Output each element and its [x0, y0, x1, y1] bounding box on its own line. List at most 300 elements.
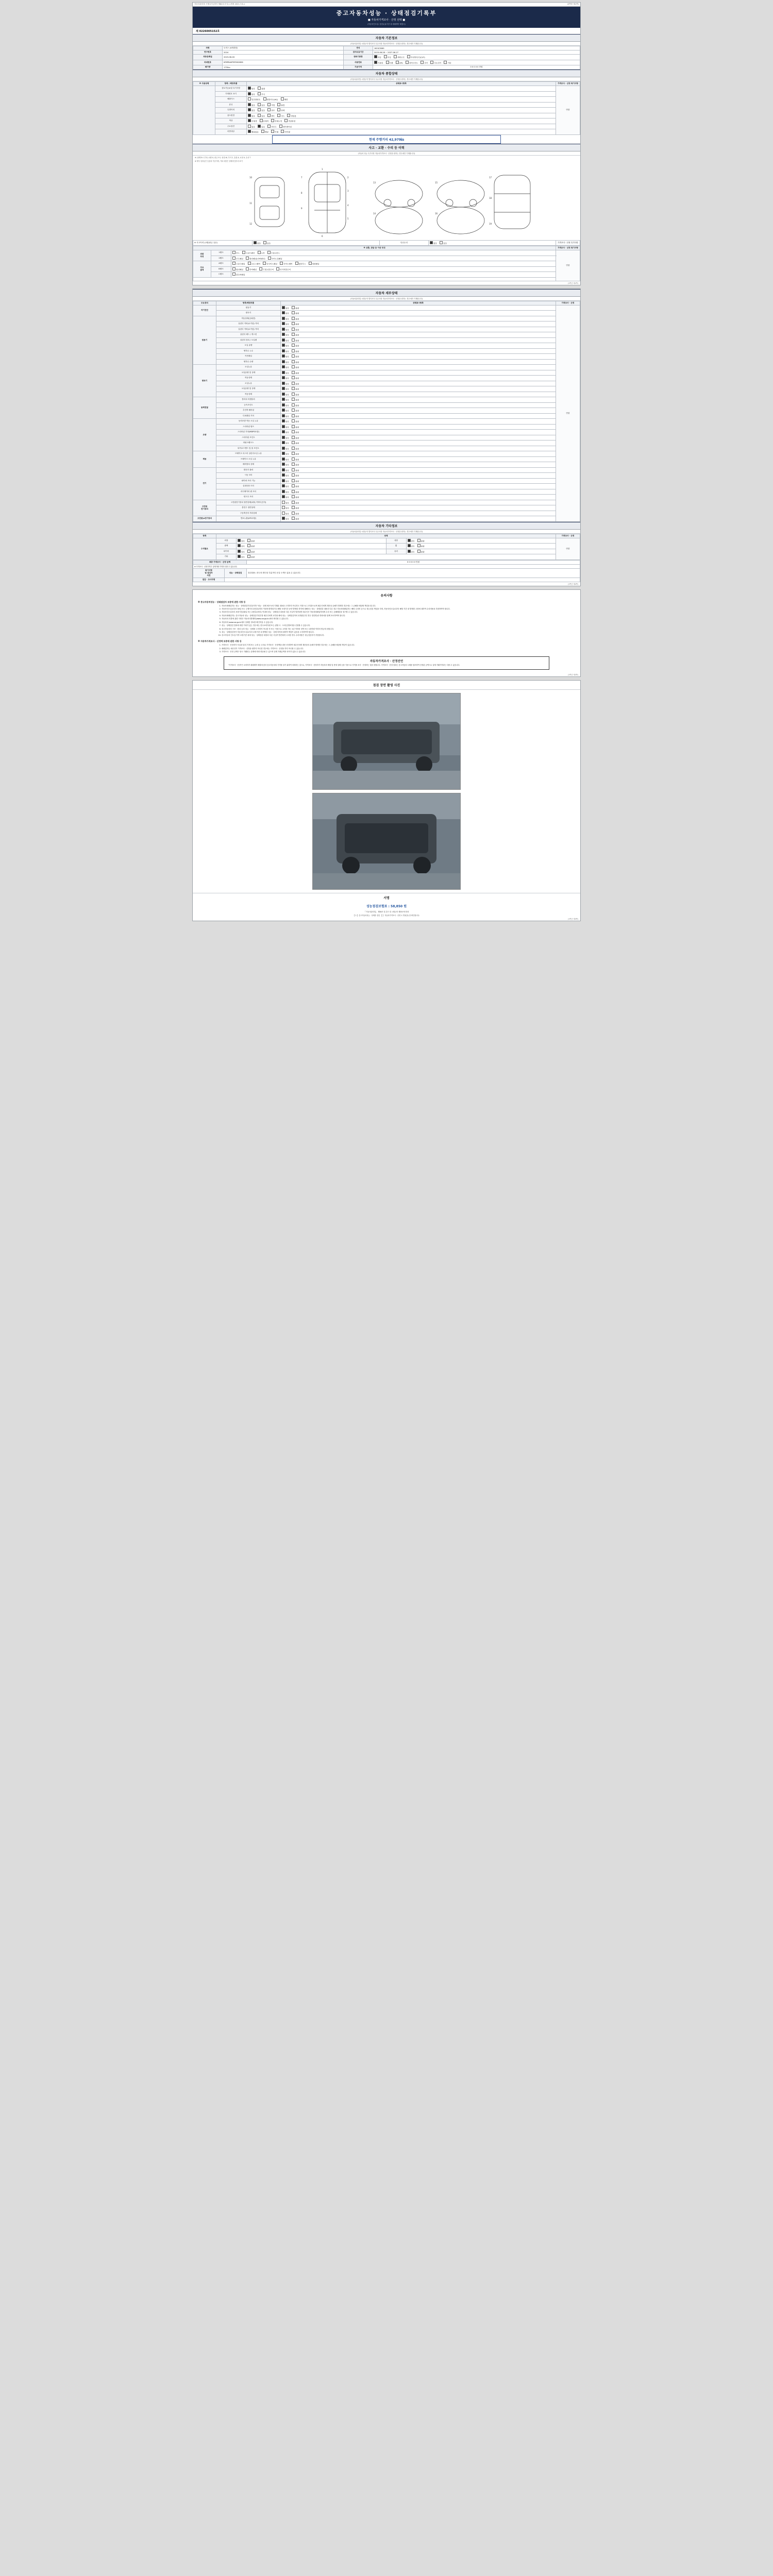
- opt-frontfender[interactable]: 프론트펜더: [242, 251, 255, 255]
- svg-text:6: 6: [322, 234, 323, 238]
- chk-tr5-bad[interactable]: 불량: [292, 393, 299, 397]
- state-pt-2: [281, 408, 556, 414]
- final-price-value: 0 0 0 0 0 만원: [247, 560, 580, 564]
- opt-6-fullpaint[interactable]: 전체도색: [271, 119, 282, 123]
- grp-brake: 제동: [193, 451, 216, 468]
- chk-eng8-good[interactable]: 양호: [282, 360, 289, 364]
- opt-0-bad[interactable]: 불량: [258, 87, 265, 91]
- chk-eng1-good[interactable]: 양호: [282, 322, 289, 326]
- chk-pt1-bad[interactable]: 불량: [292, 403, 299, 408]
- opt-7-none[interactable]: 없음: [248, 125, 255, 129]
- chk-eng6-good[interactable]: 양호: [282, 349, 289, 353]
- grp-steering: 조향: [193, 419, 216, 451]
- opt-trans-auto[interactable]: 자동: [374, 55, 381, 59]
- row-status-7: [247, 124, 556, 129]
- opt-rearpanel[interactable]: 리어패널: [246, 267, 257, 272]
- item-st-5: 타이로드엔드 및 볼 조인트: [216, 446, 281, 451]
- section-other-title: 자동차 기타정보: [193, 522, 580, 530]
- chk-st5-bad[interactable]: 불량: [292, 447, 299, 451]
- state-eng-4: [281, 337, 556, 343]
- sheet4-page-foot: (3쪽중 제3쪽): [568, 918, 578, 920]
- chk-eng5-bad[interactable]: 불량: [292, 344, 299, 348]
- chk-etc-bad[interactable]: 불량: [247, 555, 255, 559]
- grp-fuel: 고전원\n전기장치: [193, 516, 216, 522]
- chk-hv1-bad[interactable]: 불량: [292, 506, 299, 510]
- chk-pt0-good[interactable]: 양호: [282, 398, 289, 402]
- opt-4-flood[interactable]: 침수: [267, 108, 275, 112]
- state-st-1: [281, 424, 556, 430]
- opt-trunkfloor[interactable]: 트렁크플로어: [259, 267, 274, 272]
- item-br-0: 브레이크 마스터 실린더오일 누유: [216, 451, 281, 457]
- item-el-4: 라디에이터 팬 모터: [216, 489, 281, 495]
- opt-3-yes[interactable]: 있음: [258, 103, 265, 107]
- item-st-2: 스티어링 기어(MDPS포함): [216, 430, 281, 435]
- chk-pt2-good[interactable]: 양호: [282, 409, 289, 413]
- opt-5-yes[interactable]: 있음: [258, 114, 265, 118]
- final-price-note: ※ 가격조사 · 산정가격은 실제거래 가격과 다를 수 있습니다.: [193, 564, 580, 568]
- foot-note-2: 【 1 】중고자동차성능 · 상태를 점검 【 】 자동차가격조사 · 산정 1 부를(을) 함 확인합니다.: [353, 914, 420, 917]
- record-code-value: 0226005152호: [199, 30, 220, 33]
- rank-c-items: [231, 272, 556, 278]
- foot-note-1: 『 자동차관리법』 제58조 및 같은 법 시행규칙 제33조에 따라: [364, 910, 409, 913]
- chk-pt3-good[interactable]: 양호: [282, 414, 289, 418]
- th-other-remark: 가격조사 · 산정: [556, 534, 580, 538]
- chk-tr5-good[interactable]: 양호: [282, 393, 289, 397]
- opt-trans-manual[interactable]: 수동: [384, 55, 391, 59]
- state-st-2: [281, 430, 556, 435]
- mileage-value: 42,979㎞: [389, 138, 405, 142]
- chk-eng4-bad[interactable]: 불량: [292, 338, 299, 343]
- svg-text:3: 3: [347, 189, 349, 192]
- opt-7-yes[interactable]: 있음: [258, 125, 265, 129]
- cell-value-fuel: [373, 60, 580, 65]
- item-br-2: 배력장치 상태: [216, 462, 281, 468]
- state-el-3: [281, 484, 556, 489]
- item-tr-1: 오일유량 및 상태: [216, 370, 281, 376]
- chk-polish-bad[interactable]: 불량: [247, 544, 255, 548]
- grp-highvolt: 고전원 전기장치: [193, 500, 216, 516]
- history-note-1: ※ (상태표시 부호) 교환 X, 판금 또는 용접 W, 부식 C, 흠집 A, 요철 U, 손상 T: [195, 156, 251, 159]
- chk-st0-good[interactable]: 양호: [282, 419, 289, 423]
- document-title-bar: [193, 7, 580, 28]
- svg-text:16: 16: [435, 212, 438, 215]
- item-st-4: 파워크랭크스: [216, 440, 281, 446]
- simple-repair-label: 단순수리: [380, 240, 429, 246]
- state-eng-3: [281, 332, 556, 338]
- chk-pt3-bad[interactable]: 불량: [292, 414, 299, 418]
- opt-insidepanel[interactable]: 인사이드패널: [263, 262, 277, 266]
- opt-roofpanel[interactable]: 루프패널: [232, 257, 243, 261]
- opt-fuel-ev[interactable]: 전기: [421, 61, 428, 65]
- row-label-2: 배출가스: [215, 97, 247, 103]
- cell-label-displacement: 배기량: [193, 65, 223, 70]
- opt-floorpanel[interactable]: 플로어패널: [232, 273, 245, 277]
- chk-el2-good[interactable]: 양호: [282, 479, 289, 483]
- opt-0-good[interactable]: 양호: [248, 87, 255, 91]
- item-eng-3: 실린더 헤드 / 개스킷: [216, 332, 281, 338]
- sheet-4-photos: [192, 680, 581, 921]
- item-eng-5: 오일 유량: [216, 343, 281, 349]
- chk-tr1-bad[interactable]: 불량: [292, 371, 299, 375]
- chk-hv2-good[interactable]: 양호: [282, 512, 289, 516]
- accident-history-table: [193, 240, 580, 246]
- opt-acc-yes[interactable]: 있음: [263, 241, 271, 245]
- chk-polish-good[interactable]: 양호: [238, 544, 245, 548]
- chk-eng1-bad[interactable]: 불량: [292, 322, 299, 326]
- chk-el5-bad[interactable]: 불량: [292, 495, 299, 499]
- chk-eng7-good[interactable]: 양호: [282, 354, 289, 359]
- section-history-title: 사고 · 교환 · 수리 등 이력: [193, 144, 580, 151]
- svg-text:15: 15: [435, 181, 438, 184]
- rank-c-label: C랭크: [211, 272, 231, 278]
- chk-sd-tr-good[interactable]: 양호: [282, 311, 289, 315]
- notice-item-4: 5. 자동차의 리콜에 관한 사항은 자동차리콜센터(www.car.go.kr)에서 확인할 수 있습니다.: [222, 618, 572, 620]
- opt-acc-none[interactable]: 없음: [254, 241, 261, 245]
- opt-fuel-hydrogen[interactable]: 수소전기: [430, 61, 441, 65]
- chk-hv1-good[interactable]: 양호: [282, 506, 289, 510]
- notice-list-2: [201, 644, 572, 653]
- opt-5-none[interactable]: 없음: [248, 114, 255, 118]
- cell-value-transmission: [373, 55, 580, 60]
- chk-ext-bad[interactable]: 불량: [247, 539, 255, 543]
- state-pt-3: [281, 413, 556, 419]
- exchange-parts-table: [193, 246, 580, 281]
- item-selfdiag-trans: 변속기: [216, 311, 281, 316]
- sheet-3-notice: [192, 589, 581, 677]
- opt-crossmember[interactable]: 크로스멤버: [248, 262, 260, 266]
- chk-tr1-good[interactable]: 양호: [282, 371, 289, 375]
- chk-wheel-bad[interactable]: 불량: [417, 544, 425, 548]
- final-price-table: [193, 560, 580, 582]
- grp-main-frame: 주요 골격: [193, 261, 211, 278]
- chk-tire-bad[interactable]: 불량: [247, 550, 255, 554]
- opt-6-achromatic[interactable]: 무채색: [248, 119, 257, 123]
- item-eng-6: 냉각수 누수: [216, 348, 281, 354]
- item-eng-0: 작동상태(공회전): [216, 316, 281, 321]
- cell-value-firstreg: 2023-06-28: [223, 55, 344, 60]
- sheet-2: [192, 289, 581, 586]
- chk-glass-bad[interactable]: 불량: [417, 550, 425, 554]
- grp-transmission: 변속기: [193, 365, 216, 397]
- chk-eng6-bad[interactable]: 불량: [292, 349, 299, 353]
- chk-eng3-bad[interactable]: 불량: [292, 333, 299, 337]
- opt-trans-cvt[interactable]: 무단변속기(CVT): [407, 55, 425, 59]
- opt-door[interactable]: 도어: [258, 251, 265, 255]
- rowgrp-use-state: [193, 86, 215, 135]
- other-state-0b: [406, 538, 556, 544]
- chk-el0-good[interactable]: 양호: [282, 468, 289, 472]
- section-overall-title: 자동차 종합상태: [193, 70, 580, 77]
- chk-fu0-good[interactable]: 양호: [282, 517, 289, 521]
- svg-text:11: 11: [249, 201, 253, 205]
- notice2-item-1: 2. 매매업자는 매수인이 가격조사 · 산정을 원하지 아니한 경우에는 가격조사 · 산정을 하지 아니할 수 있습니다.: [222, 648, 572, 650]
- chk-el0-bad[interactable]: 불량: [292, 468, 299, 472]
- chk-el3-bad[interactable]: 불량: [292, 484, 299, 488]
- opt-1-bad[interactable]: 부식: [258, 92, 265, 96]
- opt-2-hc[interactable]: 탄화수소(HC): [263, 97, 278, 101]
- state-hv-1: [281, 505, 556, 511]
- exchange-remark-value: 안함: [556, 250, 580, 281]
- opt-pillarpanel[interactable]: 필러패널: [232, 267, 243, 272]
- opt-3-legal[interactable]: 적법: [267, 103, 275, 107]
- svg-text:5: 5: [347, 217, 349, 220]
- chk-el2-bad[interactable]: 불량: [292, 479, 299, 483]
- item-el-5: 윈도우 모터: [216, 495, 281, 500]
- opt-3-illegal[interactable]: 불법: [277, 103, 284, 107]
- state-tr-4: [281, 386, 556, 392]
- opt-fuel-lpg[interactable]: LPG: [396, 61, 403, 64]
- opt-fuel-hybrid[interactable]: 하이브리드: [406, 61, 418, 65]
- chk-st4-good[interactable]: 양호: [282, 441, 289, 445]
- item-pt-0: 클러치 어셈블리: [216, 397, 281, 403]
- declaration-title: 자동차가격조사 · 산정선언: [369, 660, 404, 664]
- opt-fuel-etc[interactable]: 기타: [444, 61, 451, 65]
- chk-ext-good[interactable]: 양호: [238, 539, 245, 543]
- chk-eng3-good[interactable]: 양호: [282, 333, 289, 337]
- opt-4-none[interactable]: 없음: [248, 108, 255, 112]
- item-st-1: 스티어링 펌프: [216, 424, 281, 430]
- notice-item-2: 3. 자동차인도일부터 보장기간(30일 또는 2천킬로미터) 이내에 성능 · 상태점검 내용과 다른 사실이 발견되면 매수인은 자동차매매업자에게 수리 또는 손해배상을 청구할 수 있습니다.: [222, 611, 572, 614]
- inspector-label: 점검 · 조사자명: [193, 578, 225, 582]
- opt-6-colorchange[interactable]: 색상변경: [284, 119, 295, 123]
- opt-8-na[interactable]: 해당없음: [248, 130, 259, 134]
- chk-tr3-bad[interactable]: 불량: [292, 382, 299, 386]
- chk-tr3-good[interactable]: 양호: [282, 382, 289, 386]
- opt-simple-none[interactable]: 없음: [430, 241, 437, 245]
- chk-st4-bad[interactable]: 불량: [292, 441, 299, 445]
- chk-st0-bad[interactable]: 불량: [292, 419, 299, 423]
- chk-hv0-good[interactable]: 양호: [282, 501, 289, 505]
- item-el-0: 발전기 출력: [216, 467, 281, 473]
- chk-tire-good[interactable]: 양호: [238, 550, 245, 554]
- remark-overall: 안함: [556, 86, 580, 135]
- opt-4-fire[interactable]: 화재: [277, 108, 284, 112]
- other-state-2b: [406, 549, 556, 554]
- opt-2-smoke[interactable]: 매연: [281, 97, 288, 101]
- opt-5-lease[interactable]: 리스: [277, 114, 284, 118]
- row-status-4: [247, 108, 556, 113]
- chk-pt0-bad[interactable]: 불량: [292, 398, 299, 402]
- chk-sd-eng-bad[interactable]: 불량: [292, 306, 299, 310]
- svg-text:7: 7: [301, 176, 303, 179]
- svg-text:10: 10: [249, 176, 253, 179]
- chk-tr0-bad[interactable]: 불량: [292, 365, 299, 369]
- chk-br2-bad[interactable]: 불량: [292, 463, 299, 467]
- cell-value-year: 1619/3069: [373, 46, 580, 50]
- notice2-item-0: 1. 가격조사 · 산정자가 사실과 달리 기재 또는 누락 등 고의로 가격조사 · 산정액을 잘못 산정하여 매수인에게 재산상의 손해가 발생한 경우에는 그 손해를 배상할 책임이 있습니다.: [222, 644, 572, 647]
- row-status-1: [247, 91, 556, 97]
- document-subtitle: ■ 자동차가격조사 · 산정 선택 ■: [367, 19, 406, 22]
- chk-st5-good[interactable]: 양호: [282, 447, 289, 451]
- chk-tr4-bad[interactable]: 불량: [292, 387, 299, 391]
- th-detail-remark: 가격조사 · 산정: [556, 301, 580, 305]
- cell-value-inspection: 2023-06-28 ~ 2027-06-27: [373, 50, 580, 55]
- chk-pt2-bad[interactable]: 불량: [292, 409, 299, 413]
- state-hv-0: [281, 500, 556, 505]
- opt-fuel-diesel[interactable]: 디젤: [386, 61, 393, 65]
- cell-label-firstreg: 최초등록일: [193, 55, 223, 60]
- chk-wheel-good[interactable]: 양호: [408, 544, 415, 548]
- grp-outer-panel: 외판 부위: [193, 250, 211, 261]
- chk-st1-bad[interactable]: 불량: [292, 425, 299, 429]
- chk-int-good[interactable]: 양호: [408, 539, 415, 543]
- rank-1-items: [231, 250, 556, 256]
- other-label-3: 기타: [216, 554, 237, 560]
- chk-el3-good[interactable]: 양호: [282, 484, 289, 488]
- rank-b-items: [231, 266, 556, 272]
- chk-eng2-bad[interactable]: 불량: [292, 328, 299, 332]
- opt-8-done[interactable]: 이행: [271, 130, 278, 134]
- th-state: 상태표시항목: [281, 301, 556, 305]
- sheet3-page-foot: (3쪽중 제3쪽): [568, 673, 578, 676]
- simple-repair-opts: [429, 240, 556, 246]
- opt-5-biz[interactable]: 영업용: [287, 114, 296, 118]
- fee-row: 성능점검보험료 : 58,850 원: [366, 904, 407, 908]
- opt-dashpanel[interactable]: 대쉬패널: [309, 262, 320, 266]
- chk-br1-bad[interactable]: 불량: [292, 457, 299, 462]
- chk-glass-good[interactable]: 양호: [408, 550, 415, 554]
- row-label-0: 검토가능\n및 특기사항: [215, 86, 247, 92]
- chk-int-bad[interactable]: 불량: [417, 539, 425, 543]
- cell-label-inspection: 검사유효기간: [344, 50, 373, 55]
- notice-list-1: [201, 605, 572, 637]
- sheet-1: [192, 2, 581, 285]
- opt-frontpanel[interactable]: 프론트패널: [232, 262, 245, 266]
- chk-br1-good[interactable]: 양호: [282, 457, 289, 462]
- state-el-2: [281, 478, 556, 484]
- row-label-4: 특별이력: [215, 108, 247, 113]
- opt-quarterpanel[interactable]: 쿼터패널(리어펜더): [246, 257, 265, 261]
- opt-sidesill[interactable]: 사이드실패널: [268, 257, 282, 261]
- cell-label-modelyear: 연구번호: [193, 50, 223, 55]
- state-eng-7: [281, 354, 556, 360]
- state-tr-5: [281, 392, 556, 397]
- opt-wheelhouse[interactable]: 휠하우스: [295, 262, 306, 266]
- other-state-1b: [406, 544, 556, 549]
- opt-3-none[interactable]: 없음: [248, 103, 255, 107]
- grp-engine: 원동기: [193, 316, 216, 365]
- chk-st1-good[interactable]: 양호: [282, 425, 289, 429]
- declaration-body: "가격조사 · 산정"은 소비자가 매매계약 체결에 앞서 중고자동차의 가격을 알기 위하여 의뢰하는 것으로, 가격조사 · 산정자가 자동차의 제원 및 현재 상태 등을 기준으로 가격을 조사 · 산정하는 것을 말합니다. 가격조사 · 산정 결과는 중고자동차 시세를 참조하여 산정된 금액으로 실제 거래가격과는 다를 수 있습니다.: [228, 664, 460, 667]
- chk-tr2-bad[interactable]: 불량: [292, 376, 299, 380]
- opt-trans-semi[interactable]: 세미오토: [394, 55, 405, 59]
- opt-sidemember[interactable]: 사이드멤버: [280, 262, 292, 266]
- chk-br0-good[interactable]: 양호: [282, 452, 289, 456]
- opt-8-yes[interactable]: 해당: [261, 130, 268, 134]
- document-subnote: (자동차인도일: 점검유효기간 내 매매계약 체결시): [367, 23, 406, 25]
- opt-2-co[interactable]: 일산화탄소: [248, 97, 260, 101]
- record-code-label: 제: [196, 30, 198, 33]
- chk-hv0-bad[interactable]: 불량: [292, 501, 299, 505]
- notice-item-1: 2. 자동차인도일로부터 30일 또는 주행거리 2천킬로미터 이내에 발견되거나 해당 보장기간 동안 발생한 하자에 대해서는 성능 · 상태점검 내용과 다른 경우 자동차매매업자는 해당 수리비 등으로 성능점검 책임을 지며, 자동차인도일로부터 해당 기간 내 발생한 고장에 대하여 수리비용을 부담하여야 합니다.: [222, 608, 572, 611]
- chk-el4-bad[interactable]: 불량: [292, 490, 299, 494]
- opt-luggagefloor[interactable]: 러기지플로어: [276, 267, 291, 272]
- photo-underbody-rear: [312, 793, 461, 890]
- state-eng-2: [281, 327, 556, 332]
- chk-el4-good[interactable]: 양호: [282, 490, 289, 494]
- chk-eng2-good[interactable]: 양호: [282, 328, 289, 332]
- notice-h1: ※ 중고자동차성능 · 상태점검자 보증에 관한 사항 등: [198, 600, 246, 603]
- opt-7-sunroof[interactable]: 썬루프: [267, 125, 276, 129]
- chk-eng0-bad[interactable]: 불량: [292, 317, 299, 321]
- chk-eng0-good[interactable]: 양호: [282, 317, 289, 321]
- state-st-4: [281, 440, 556, 446]
- chk-st3-good[interactable]: 양호: [282, 436, 289, 440]
- item-el-2: 와이퍼 모터 기능: [216, 478, 281, 484]
- other-label-2b: 유리: [386, 549, 406, 554]
- chk-st2-bad[interactable]: 불량: [292, 430, 299, 434]
- item-tr-2: 작동상태: [216, 376, 281, 381]
- chk-eng4-good[interactable]: 양호: [282, 338, 289, 343]
- other-label-2: 타이어: [216, 549, 237, 554]
- opt-simple-yes[interactable]: 있음: [440, 241, 447, 245]
- chk-el1-good[interactable]: 양호: [282, 473, 289, 478]
- chk-eng8-bad[interactable]: 불량: [292, 360, 299, 364]
- chk-br0-bad[interactable]: 불량: [292, 452, 299, 456]
- rank-a-label: A랭크: [211, 261, 231, 267]
- chk-etc-good[interactable]: 양호: [238, 555, 245, 559]
- inspector-value: [225, 578, 580, 582]
- th-part: 항목/해당부품: [216, 301, 281, 305]
- chk-el5-good[interactable]: 양호: [282, 495, 289, 499]
- opt-fuel-gasoline[interactable]: 가솔린: [374, 61, 383, 65]
- item-eng-8: 냉각수 수량: [216, 359, 281, 365]
- state-st-5: [281, 446, 556, 451]
- chk-tr2-good[interactable]: 양호: [282, 376, 289, 380]
- opt-6-chromatic[interactable]: 유채색: [260, 119, 268, 123]
- form-code-text: 자동차관리법 시행규칙 [별지 제82호서식] <개정 2021.7.6.>: [194, 3, 245, 5]
- opt-5-rent[interactable]: 렌트: [267, 114, 275, 118]
- chk-eng7-bad[interactable]: 불량: [292, 354, 299, 359]
- cell-value-modelyear: 2024: [223, 50, 344, 55]
- opt-7-nav[interactable]: 내비게이션: [279, 125, 292, 129]
- svg-text:12: 12: [249, 222, 253, 225]
- grp-repair-needed: 수리필요: [193, 538, 216, 560]
- chk-hv2-bad[interactable]: 불량: [292, 512, 299, 516]
- overall-state-table: [193, 81, 580, 135]
- car-damage-diagram: [193, 163, 580, 240]
- photo-2-svg: [313, 793, 460, 889]
- photo-1-svg: [313, 693, 460, 789]
- section-overall-sub: (자동차관리법 시행규칙 별지서식 특수사항 자동차가격조사 · 산정을 원하는 경우에만 기재합니다): [193, 77, 580, 81]
- opt-8-notdone[interactable]: 미이행: [281, 130, 290, 134]
- chk-tr4-good[interactable]: 양호: [282, 387, 289, 391]
- detail-state-table: [193, 301, 580, 522]
- chk-st2-good[interactable]: 양호: [282, 430, 289, 434]
- rank-b-label: B랭크: [211, 266, 231, 272]
- chk-pt1-good[interactable]: 양호: [282, 403, 289, 408]
- chk-sd-tr-bad[interactable]: 불량: [292, 311, 299, 315]
- opt-4-yes[interactable]: 있음: [258, 108, 265, 112]
- page-number-text: (3쪽중 제1쪽): [567, 3, 579, 5]
- cell-label-fuel: 사용연료: [344, 60, 373, 65]
- chk-fu0-bad[interactable]: 불량: [292, 517, 299, 521]
- chk-sd-eng-good[interactable]: 양호: [282, 306, 289, 310]
- chk-el1-bad[interactable]: 불량: [292, 473, 299, 478]
- opt-hood[interactable]: 후드: [232, 251, 240, 255]
- basic-info-table: [193, 46, 580, 70]
- notice-item-9: 10. 중고자동차 인도일 이후 보장기간 내에 성능 · 상태점검 내용과 다른 사실이 발견되어 수리한 경우 수리비용은 성능점검자가 부담합니다.: [222, 634, 572, 637]
- chk-eng5-good[interactable]: 양호: [282, 344, 289, 348]
- svg-text:18: 18: [489, 196, 492, 199]
- opt-1-good[interactable]: 양호: [248, 92, 255, 96]
- state-pt-1: [281, 402, 556, 408]
- chk-br2-good[interactable]: 양호: [282, 463, 289, 467]
- chk-tr0-good[interactable]: 양호: [282, 365, 289, 369]
- chk-st3-bad[interactable]: 불량: [292, 436, 299, 440]
- svg-text:1: 1: [322, 167, 323, 171]
- opt-trunklid[interactable]: 트렁크리드: [267, 251, 280, 255]
